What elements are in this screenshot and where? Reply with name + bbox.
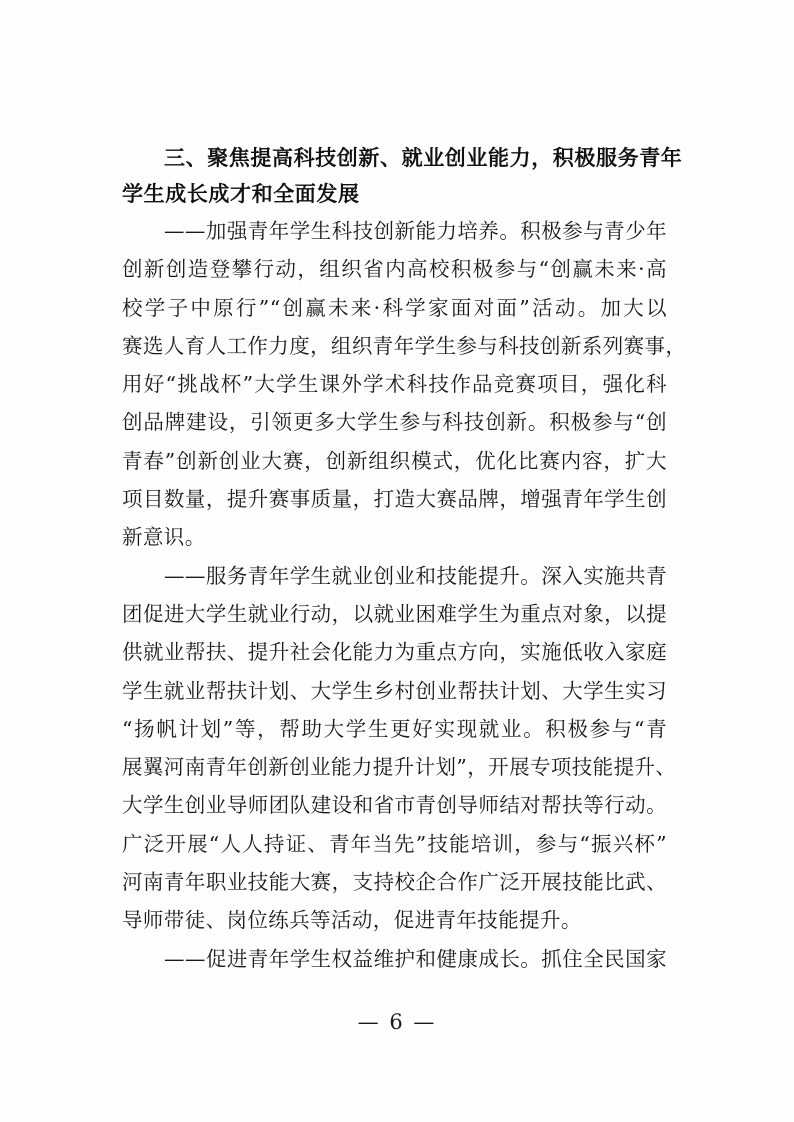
paragraph-line: 新意识。 [122,525,206,550]
paragraph-line: 创品牌建设，引领更多大学生参与科技创新。积极参与“创 [122,410,667,435]
section-heading-line: 三、聚焦提高科技创新、就业创业能力，积极服务青年 [164,146,683,170]
paragraph-line: ——促进青年学生权益维护和健康成长。抓住全民国家 [164,946,667,971]
paragraph-line: 广泛开展“人人持证、青年当先”技能培训，参与“振兴杯” [122,831,667,856]
paragraph-line: 大学生创业导师团队建设和省市青创导师结对帮扶等行动。 [122,793,667,818]
section-heading-line: 学生成长成才和全面发展 [122,182,360,206]
paragraph-line: 供就业帮扶、提升社会化能力为重点方向，实施低收入家庭 [122,640,667,665]
page-content [122,140,687,978]
paragraph-line: 青春”创新创业大赛，创新组织模式，优化比赛内容，扩大 [122,448,667,473]
paragraph-line: “扬帆计划”等，帮助大学生更好实现就业。积极参与“青 [122,716,667,741]
paragraph-employment-skills [122,557,677,940]
section-heading [122,140,683,212]
paragraph-line: 赛选人育人工作力度，组织青年学生参与科技创新系列赛事， [122,333,687,358]
paragraph-line: 校学子中原行”“创赢未来·科学家面对面”活动。加大以 [122,295,667,320]
paragraph-line: ——加强青年学生科技创新能力培养。积极参与青少年 [164,219,667,243]
paragraph-line: 项目数量，提升赛事质量，打造大赛品牌，增强青年学生创 [122,487,667,512]
paragraph-line: ——服务青年学生就业创业和技能提升。深入实施共青 [164,563,667,588]
paragraph-line: 用好“挑战杯”大学生课外学术科技作品竞赛项目，强化科 [122,372,667,397]
paragraph-line: 团促进大学生就业行动，以就业困难学生为重点对象，以提 [122,601,667,626]
paragraph-line: 河南青年职业技能大赛，支持校企合作广泛开展技能比武、 [122,870,667,895]
page-number: — 6 — [357,1010,437,1034]
paragraph-line: 学生就业帮扶计划、大学生乡村创业帮扶计划、大学生实习 [122,678,667,703]
paragraph-line: 创新创造登攀行动，组织省内高校积极参与“创赢未来·高 [122,257,667,282]
paragraph-line: 展翼河南青年创新创业能力提升计划”，开展专项技能提升、 [122,755,677,780]
paragraph-rights-health [122,940,667,978]
paragraph-science-innovation [122,212,687,557]
paragraph-line: 导师带徒、岗位练兵等活动，促进青年技能提升。 [122,908,582,933]
